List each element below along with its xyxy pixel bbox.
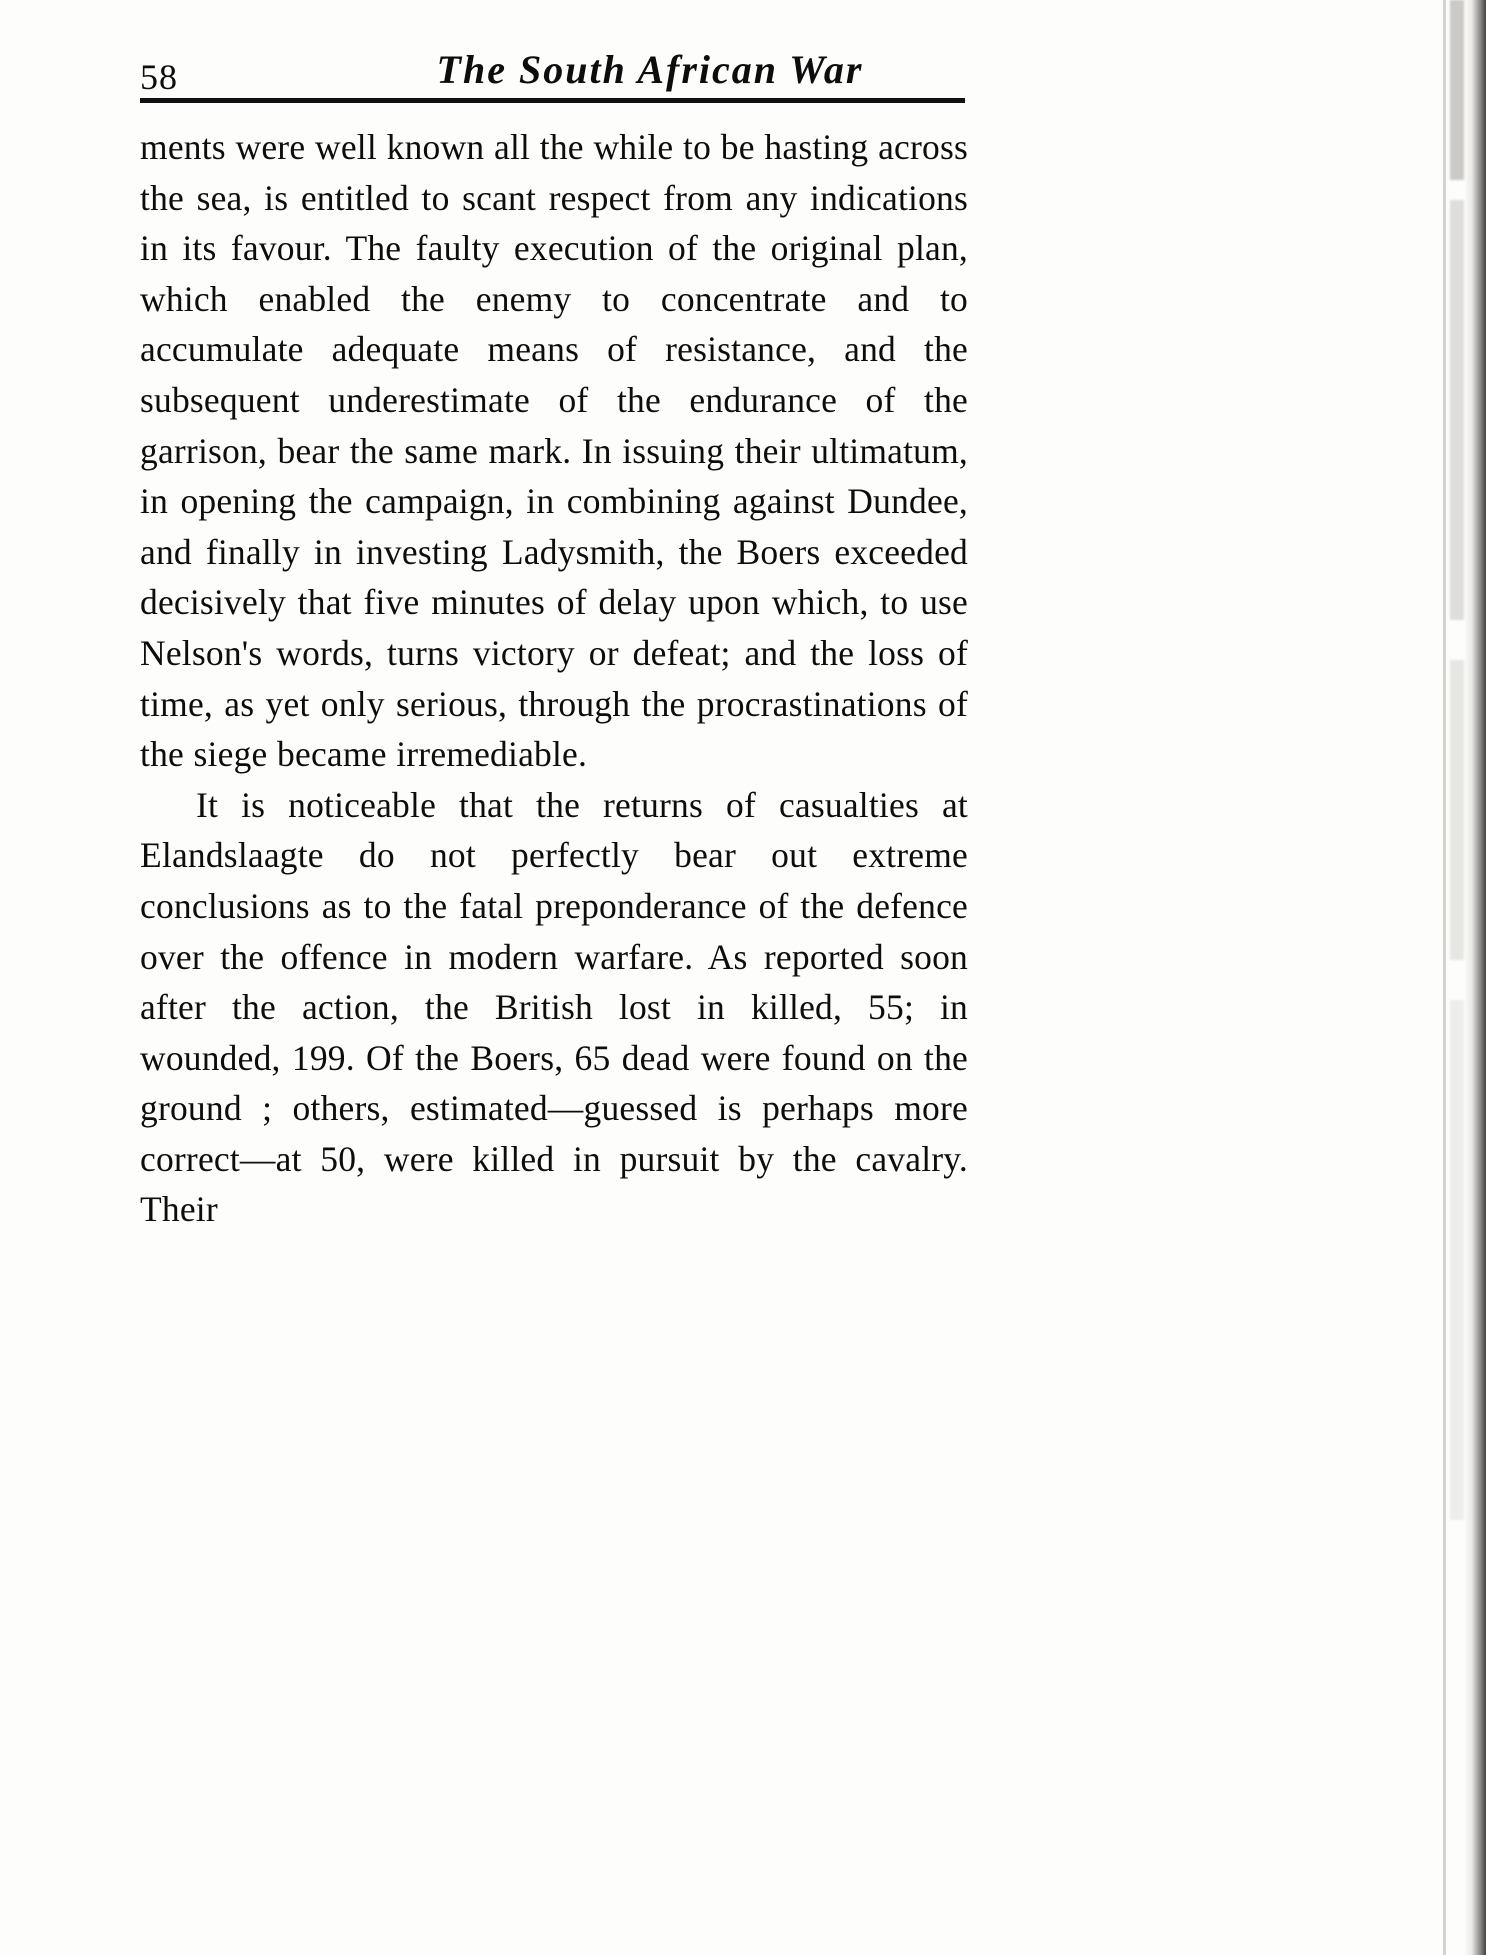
paragraph: It is noticeable that the returns of casualties at Elandslaagte do not perfectly bear out extreme conclusions as to the fatal preponderance of the defence over the offence in modern warfare. As reported soon after the action, the British lost in killed, 55; in wounded, 199. Of the Boers, 65 dead were found on the ground ; others, estimated—guessed is perhaps more correct—at 50, were killed in pursuit by the cavalry. Their xyxy=(140,784,968,1230)
body-text-column xyxy=(140,122,968,1235)
paragraph-continuation: ments were well known all the while to be hasting across the sea, is entitled to scant respect from any indications in its favour. The faulty execution of the original plan, which enabled the enemy to concentrate and to accumulate adequate means of resistance, and the subsequent underestimate of the endurance of the garrison, bear the same mark. In issuing their ultimatum, in opening the campaign, in combining against Dundee, and finally in investing Ladysmith, the Boers exceeded decisively that five minutes of delay upon which, to use Nelson's words, turns victory or defeat; and the loss of time, as yet only serious, through the procrastinations of the siege became irremediable. xyxy=(140,127,968,775)
scan-edge-mottle-4 xyxy=(1450,1000,1464,1520)
scan-edge-mottle-2 xyxy=(1450,200,1464,620)
header-rule xyxy=(140,98,965,103)
running-title: The South African War xyxy=(436,47,864,92)
scan-edge-strip xyxy=(1464,0,1486,1955)
page-number: 58 xyxy=(140,57,178,97)
page-header xyxy=(0,28,1165,98)
scan-edge-mottle-1 xyxy=(1450,0,1464,180)
scan-edge-line xyxy=(1443,0,1446,1955)
scan-edge-mottle-3 xyxy=(1450,660,1464,960)
